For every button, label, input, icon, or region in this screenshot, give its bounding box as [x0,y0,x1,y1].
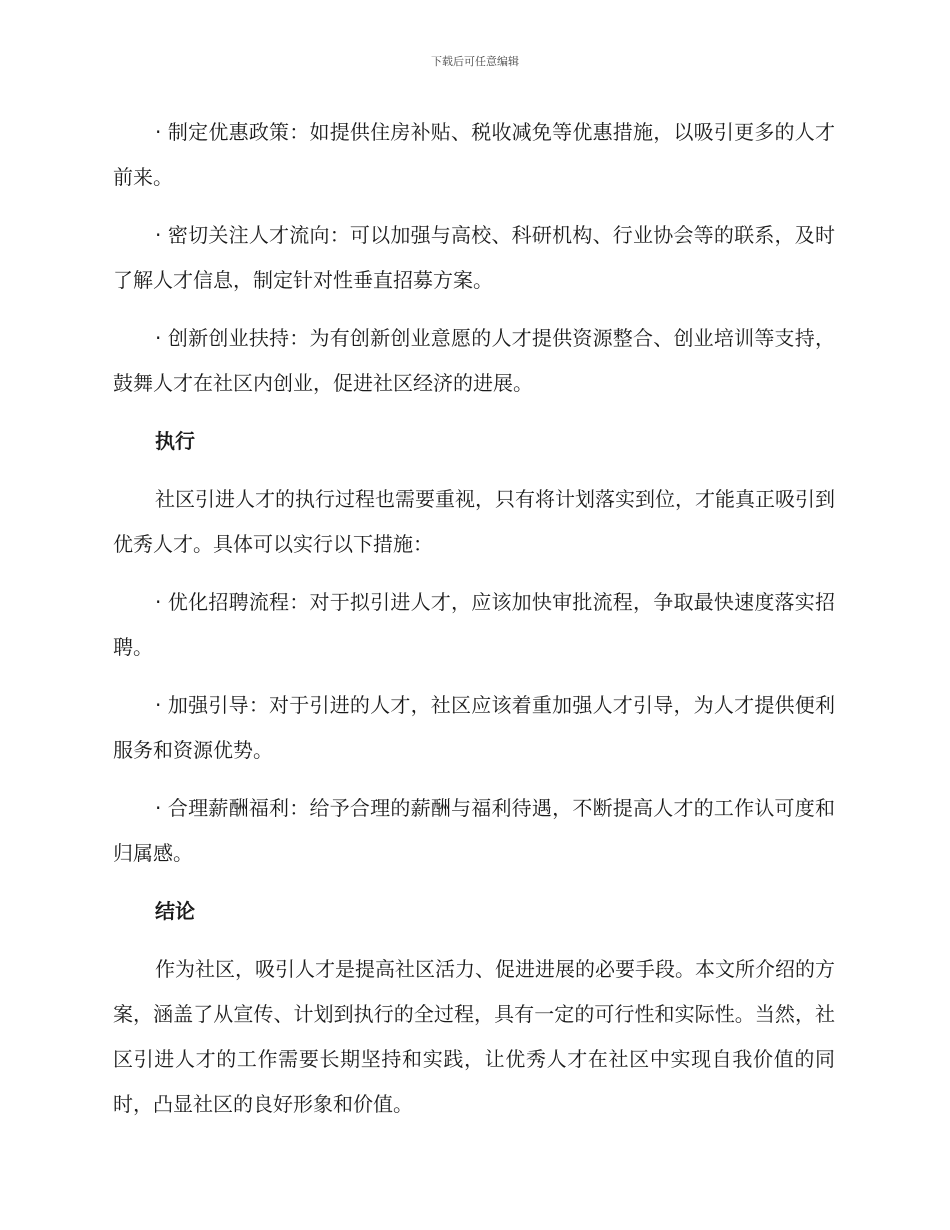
bullet-paragraph-guidance: · 加强引导：对于引进的人才，社区应该着重加强人才引导，为人才提供便利服务和资源优势。 [113,693,835,762]
bullet-paragraph-compensation: · 合理薪酬福利：给予合理的薪酬与福利待遇，不断提高人才的工作认可度和归属感。 [113,796,835,865]
document-body [113,110,835,1140]
bullet-paragraph-entrepreneurship: · 创新创业扶持：为有创新创业意愿的人才提供资源整合、创业培训等支持，鼓舞人才在社区内创业，促进社区经济的进展。 [113,326,835,395]
execution-intro-paragraph: 社区引进人才的执行过程也需要重视，只有将计划落实到位，才能真正吸引到优秀人才。具体可以实行以下措施： [113,487,835,556]
bullet-paragraph-talent-flow: · 密切关注人才流向：可以加强与高校、科研机构、行业协会等的联系，及时了解人才信息，制定针对性垂直招募方案。 [113,223,835,292]
section-heading-conclusion: 结论 [155,899,195,923]
bullet-paragraph-preferential-policy: · 制定优惠政策：如提供住房补贴、税收减免等优惠措施，以吸引更多的人才前来。 [113,120,835,189]
bullet-paragraph-recruitment: · 优化招聘流程：对于拟引进人才，应该加快审批流程，争取最快速度落实招聘。 [113,590,835,659]
conclusion-paragraph: 作为社区，吸引人才是提高社区活力、促进进展的必要手段。本文所介绍的方案，涵盖了从宣传、计划到执行的全过程，具有一定的可行性和实际性。当然，社区引进人才的工作需要长期坚持和实践，让优秀人才在社区中实现自我价值的同时，凸显社区的良好形象和价值。 [113,957,835,1116]
header-note: 下载后可任意编辑 [431,55,519,68]
section-heading-execution: 执行 [155,429,195,453]
